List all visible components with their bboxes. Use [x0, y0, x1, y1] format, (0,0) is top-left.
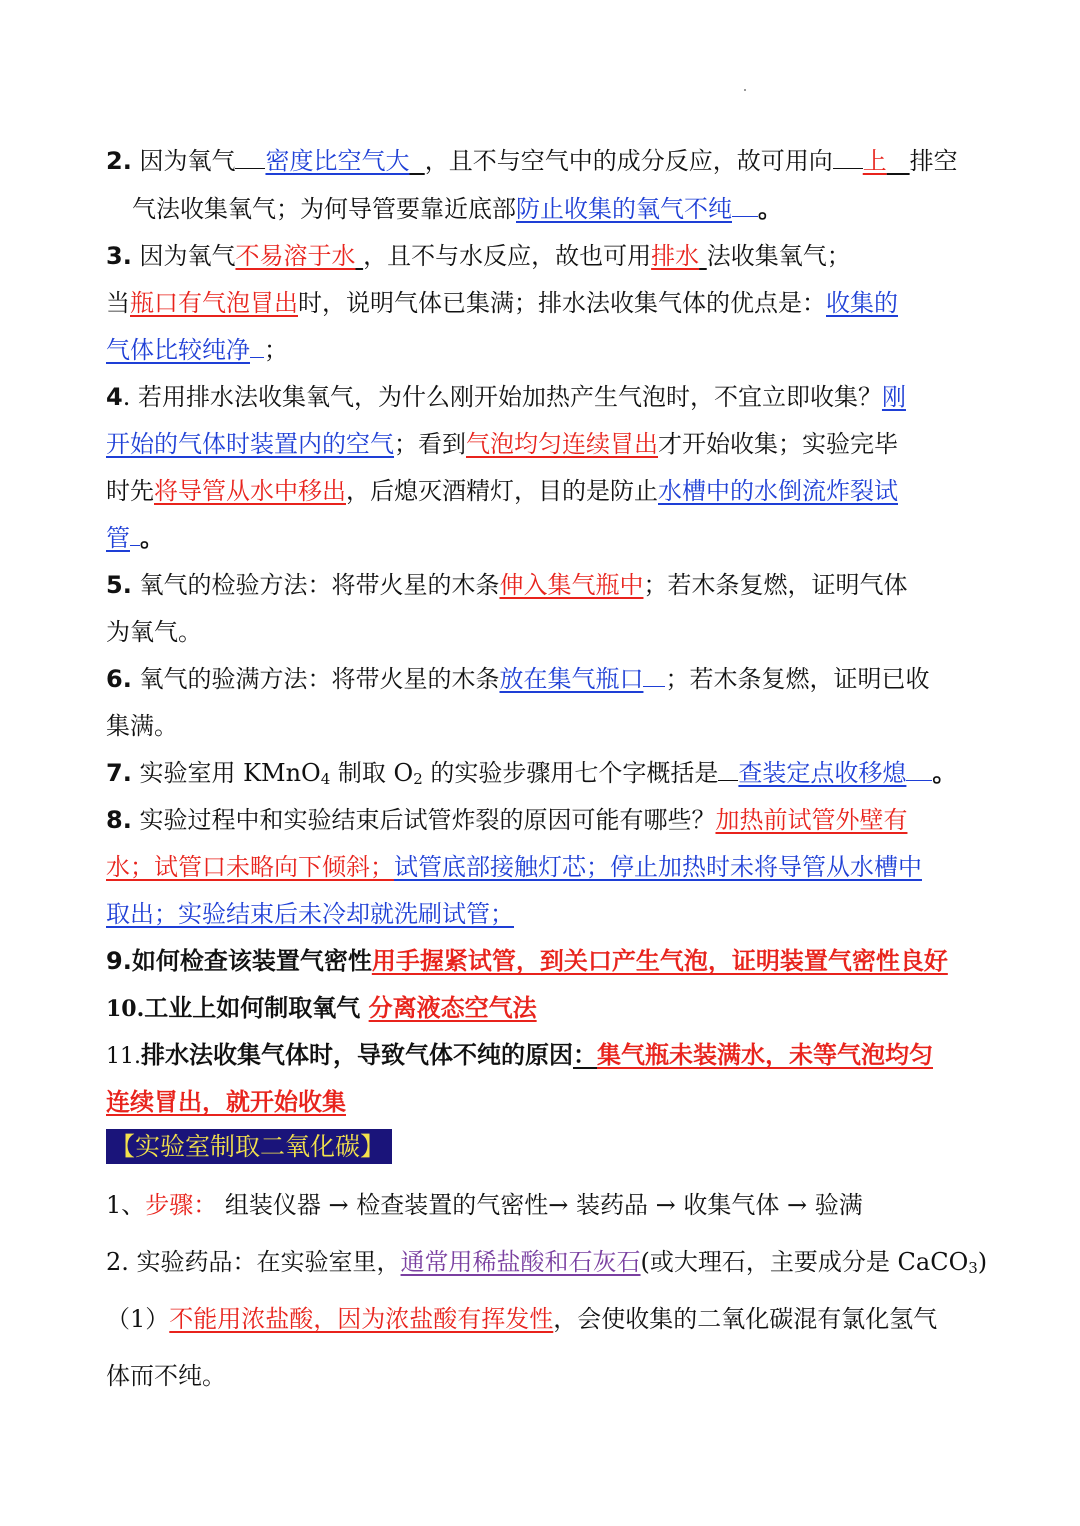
q3-text-5: 时，说明气体已集满；排水法收集气体的优点是：: [298, 289, 826, 317]
q11-number: 11.: [106, 1044, 141, 1069]
q11-line-1: [106, 1040, 986, 1072]
q5-line-2: [106, 617, 986, 647]
q5-text-3: 为氧气。: [106, 618, 202, 646]
c3-number: （1）: [106, 1305, 170, 1333]
blank-tail: [643, 664, 665, 687]
q9-answer-1: 用手握紧试管，到关口产生气泡，证明装置气密性良好: [371, 946, 948, 975]
q11-answer-2: 连续冒出，就开始收集: [106, 1087, 346, 1116]
q2-answer-1: 密度比空气大: [265, 147, 410, 175]
blank-tail: [699, 242, 707, 270]
q10-line-1: [106, 993, 986, 1024]
q5-line-1: [106, 570, 986, 600]
q3-answer-4b: 气体比较纯净: [106, 336, 250, 364]
q2-text-5: 。: [758, 194, 782, 223]
q2-number: 2.: [106, 147, 132, 175]
q10-text: 工业上如何制取氧气: [144, 993, 361, 1022]
q7-subscript-1: 4: [320, 770, 331, 788]
q4-line-3: [106, 476, 986, 506]
q11-line-2: [106, 1087, 986, 1117]
section-header: 【实验室制取二氧化碳】: [106, 1129, 392, 1164]
q4-line-1: [106, 382, 986, 412]
q7-number: 7.: [106, 759, 132, 787]
q6-text: 氧气的验满方法：将带火星的木条: [131, 665, 500, 693]
q4-text-4: 时先: [106, 477, 154, 505]
q3-answer-4a: 收集的: [826, 289, 898, 317]
q4-text-6: 。: [140, 523, 164, 552]
c3-text: ，会使收集的二氧化碳混有氯化氢气: [553, 1305, 938, 1333]
q9-text: 如何检查该装置气密性: [131, 946, 372, 975]
q3-text-6: ；: [264, 336, 288, 364]
q7-text-4: 。: [932, 758, 957, 787]
c2-line-1: [106, 1247, 986, 1283]
q8-line-3: [106, 899, 986, 929]
q4-answer-2: 气泡均匀连续冒出: [466, 430, 658, 458]
q4-line-2: [106, 429, 986, 459]
q5-answer-1: 伸入集气瓶中: [499, 571, 644, 599]
blank-tail: [409, 147, 424, 175]
q2-answer-2: 上: [862, 147, 887, 175]
q3-number: 3.: [106, 242, 132, 270]
q4-answer-1a: 刚: [881, 383, 906, 411]
q6-line-1: [106, 664, 986, 694]
q7-line-1: [106, 758, 986, 794]
blank-tail: [887, 147, 910, 175]
q3-text-4: 当: [106, 289, 130, 317]
q7-text-2: 制取 O: [330, 759, 414, 787]
q3-text-3: 法收集氧气；: [706, 242, 851, 270]
q5-number: 5.: [106, 571, 132, 599]
q2-line-1: [106, 146, 986, 176]
c3-text-2: 体而不纯。: [106, 1362, 226, 1390]
q8-answer-2: 水；试管口未略向下倾斜；: [106, 853, 394, 881]
q3-line-1: [106, 241, 986, 271]
q4-answer-3: 将导管从水中移出: [154, 477, 346, 505]
c3-answer-1: 不能用浓盐酸，因为浓盐酸有挥发性: [169, 1305, 554, 1333]
q8-answer-4: 取出；实验结束后未冷却就洗刷试管；: [106, 900, 514, 928]
q7-subscript-2: 2: [413, 770, 423, 788]
blank-tail: [250, 335, 264, 358]
blank-tail: [130, 523, 140, 546]
q6-text-3: 集满。: [106, 712, 178, 740]
c1-text: 组装仪器 → 检查装置的气密性→ 装药品 → 收集气体 → 验满: [224, 1191, 863, 1219]
c2-text-2: (或大理石，主要成分是 CaCO: [640, 1248, 969, 1276]
q7-text: 实验室用 KMnO: [131, 759, 321, 787]
q9-line-1: [106, 946, 986, 976]
q4-text-2: ；看到: [394, 430, 466, 458]
q6-number: 6.: [106, 665, 132, 693]
q9-number: 9.: [106, 947, 132, 975]
c2-number: 2.: [106, 1248, 129, 1276]
q11-text: 排水法收集气体时，导致气体不纯的原因: [141, 1040, 573, 1069]
q8-line-1: [106, 805, 986, 835]
q11-answer-1: 集气瓶未装满水，未等气泡均匀: [597, 1040, 933, 1069]
q8-number: 8.: [106, 806, 132, 834]
q8-text: 实验过程中和实验结束后试管炸裂的原因可能有哪些？: [131, 806, 716, 834]
c1-line-1: [106, 1190, 986, 1220]
c2-answer-1: 通常用稀盐酸和石灰石: [400, 1248, 641, 1276]
blank-tail: [355, 242, 363, 270]
q6-text-2: ；若木条复燃，证明已收: [665, 665, 930, 693]
q3-answer-1: 不易溶于水: [235, 242, 356, 270]
q10-answer-1: 分离液态空气法: [368, 993, 537, 1022]
q11-text-2: ：: [573, 1040, 597, 1069]
blank-tail: [906, 758, 932, 781]
q3-text-2: ，且不与水反应，故也可用: [363, 242, 652, 270]
q5-text: 氧气的检验方法：将带火星的木条: [131, 571, 500, 599]
q7-answer-1: 查装定点收移熄: [738, 759, 907, 787]
q7-text-3: 的实验步骤用七个字概括是: [422, 759, 719, 787]
q2-text-3: 排空: [909, 147, 958, 175]
c1-number: 1、: [106, 1191, 146, 1219]
q2-line-2: [132, 194, 1012, 224]
c3-line-1: [106, 1304, 986, 1334]
c2-text: 实验药品：在实验室里，: [128, 1248, 401, 1276]
c1-label: 步骤：: [145, 1191, 218, 1219]
c2-subscript-1: 3: [968, 1259, 978, 1277]
q4-number: 4: [106, 383, 123, 411]
blank-lead: [235, 146, 265, 169]
q8-answer-1: 加热前试管外壁有: [715, 806, 908, 834]
q4-text-5: ，后熄灭酒精灯，目的是防止: [346, 477, 658, 505]
blank-tail: [732, 194, 758, 217]
q3-line-2: [106, 288, 986, 318]
q2-text: 因为氧气: [131, 147, 236, 175]
q4-answer-1b: 开始的气体时装置内的空气: [106, 430, 394, 458]
q6-answer-1: 放在集气瓶口: [499, 665, 644, 693]
q4-answer-4b: 管: [106, 524, 130, 552]
q3-line-3: [106, 335, 986, 365]
q3-text: 因为氧气: [131, 242, 236, 270]
q8-answer-3: 试管底部接触灯芯；停止加热时未将导管从水槽中: [394, 853, 922, 881]
q4-text-3: 才开始收集；实验完毕: [658, 430, 898, 458]
q4-answer-4a: 水槽中的水倒流炸裂试: [658, 477, 898, 505]
q5-text-2: ；若木条复燃，证明气体: [643, 571, 908, 599]
q2-answer-3: 防止收集的氧气不纯: [516, 195, 732, 223]
blank-lead: [833, 146, 863, 169]
q2-text-4: 气法收集氧气；为何导管要靠近底部: [132, 195, 516, 223]
speck-mark: [744, 89, 746, 91]
q4-line-4: [106, 523, 986, 553]
q6-line-2: [106, 711, 986, 741]
q2-text-2: ，且不与空气中的成分反应，故可用向: [424, 147, 833, 175]
q3-answer-3: 瓶口有气泡冒出: [130, 289, 298, 317]
q4-text: . 若用排水法收集氧气，为什么刚开始加热产生气泡时，不宜立即收集？: [122, 383, 882, 411]
q8-line-2: [106, 852, 986, 882]
q3-answer-2: 排水: [651, 242, 700, 270]
blank-lead: [718, 758, 738, 781]
c2-text-3: ): [977, 1248, 988, 1276]
q10-number: 10.: [106, 996, 145, 1022]
c3-line-2: [106, 1361, 986, 1391]
